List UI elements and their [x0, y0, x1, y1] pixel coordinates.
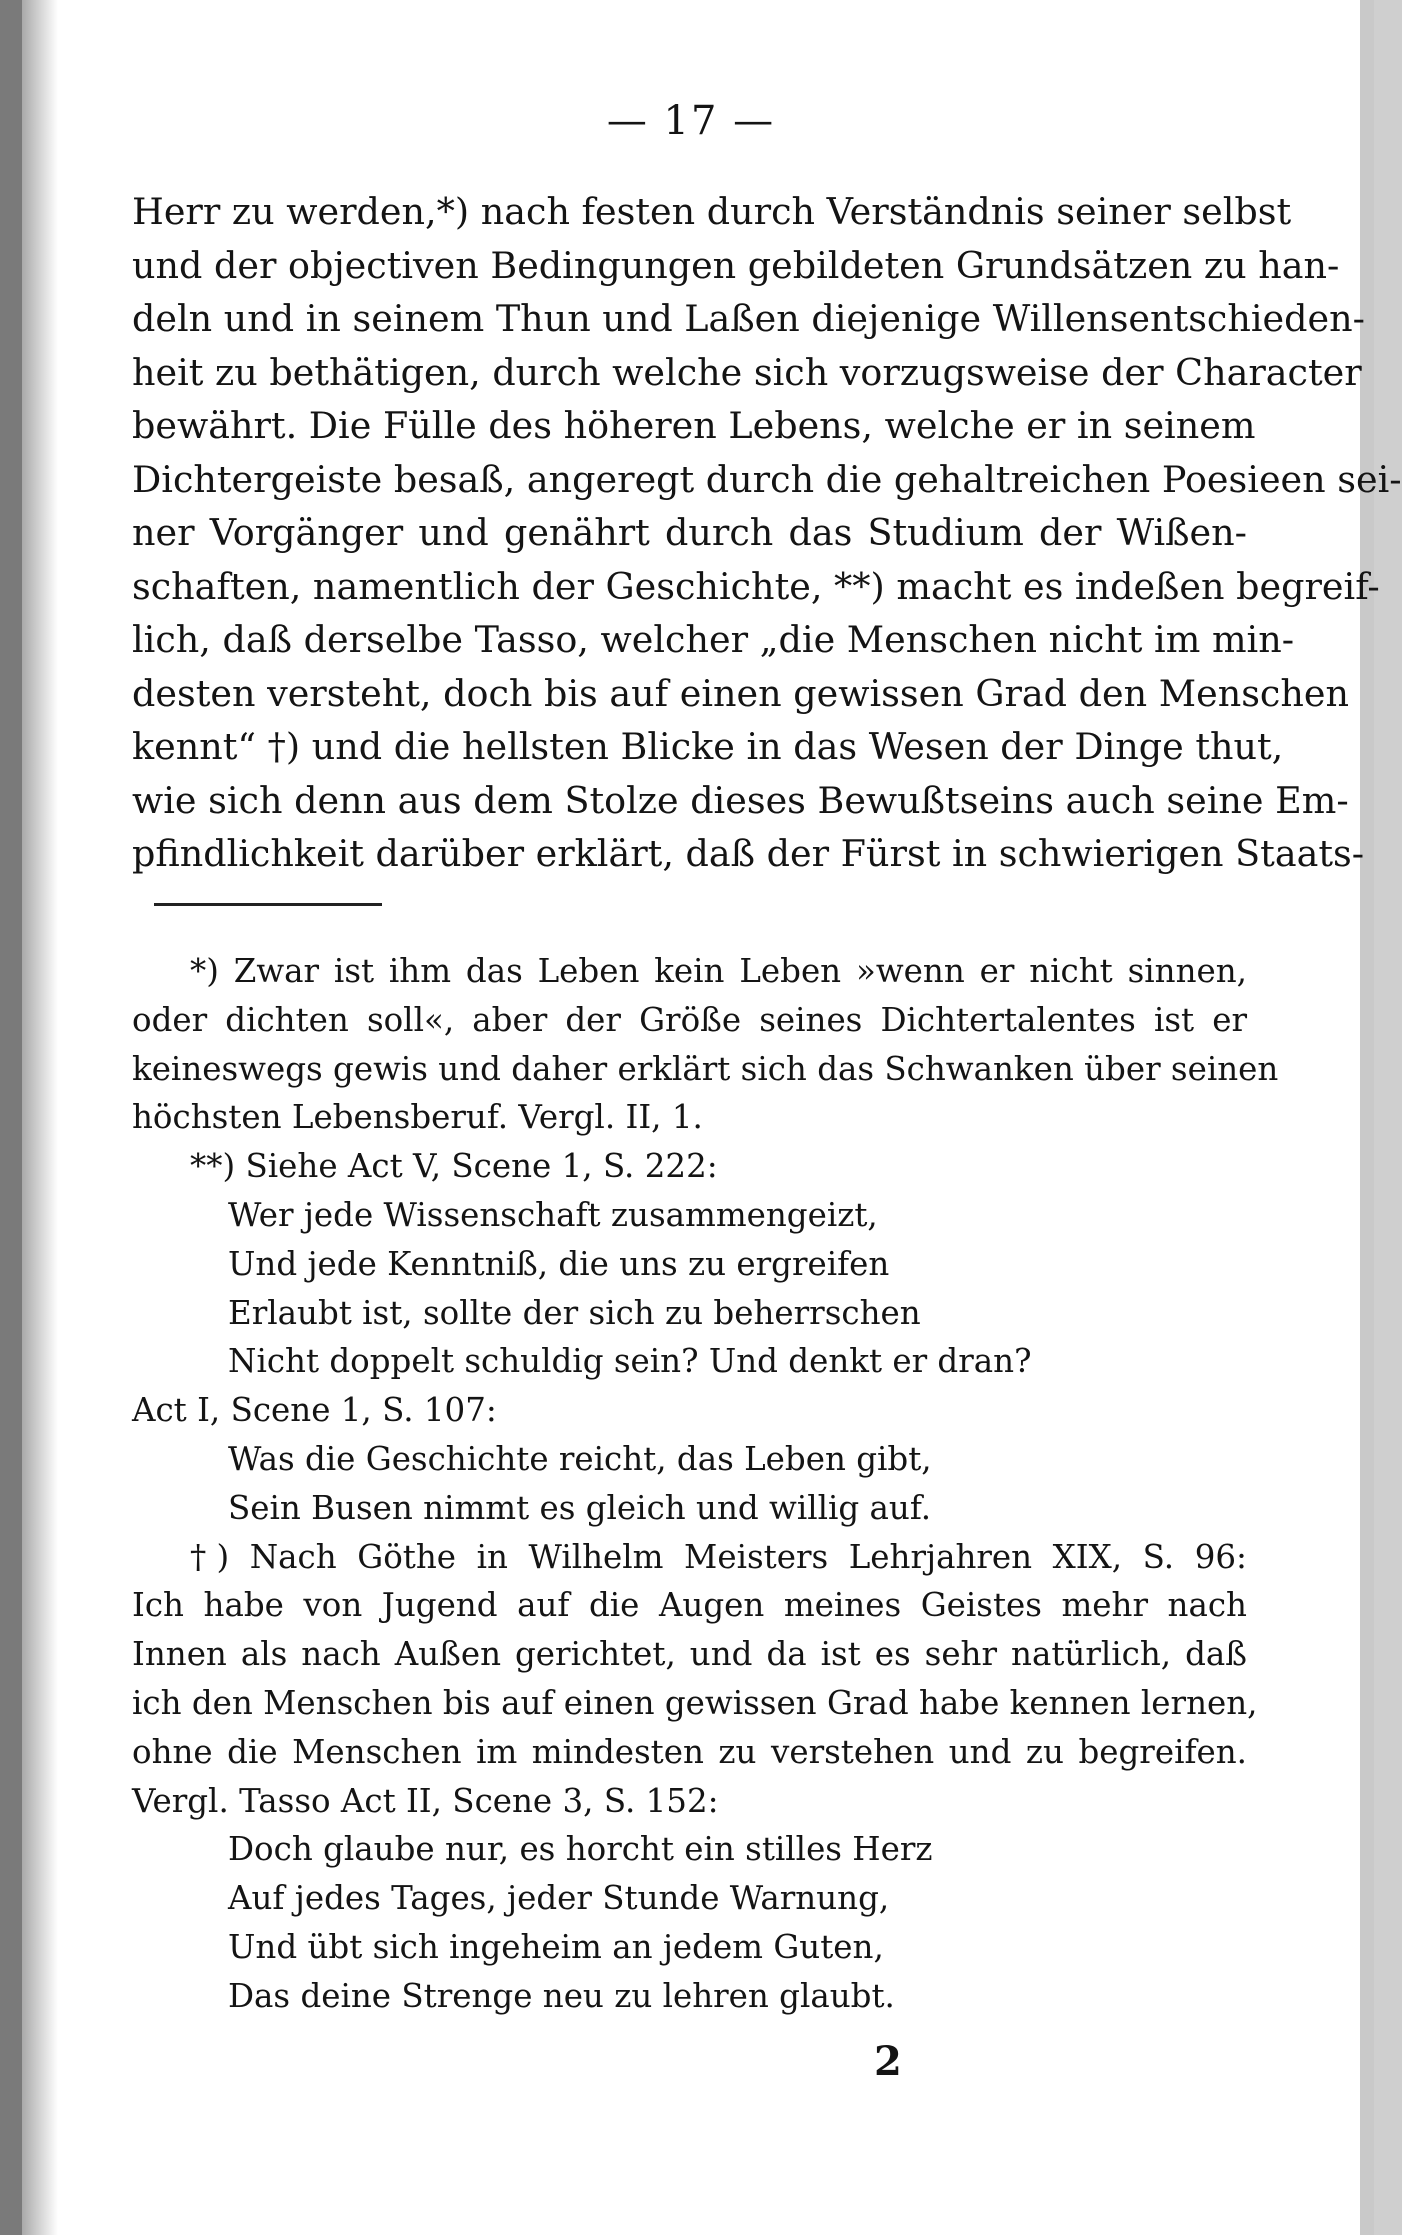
body-line: schaften, namentlich der Geschichte, **) macht es indeßen begreif- [132, 564, 1380, 608]
body-line: ner Vorgänger und genährt durch das Studium der Wißen- [132, 511, 1247, 554]
footnotes [132, 947, 1279, 2021]
footnote-line: Was die Geschichte reicht, das Leben gibt, [228, 1439, 932, 1478]
footnote-line: Doch glaube nur, es horcht ein stilles Herz [228, 1830, 933, 1869]
footnote-line: Nicht doppelt schuldig sein? Und denkt er dran? [228, 1342, 1032, 1381]
footnote-line: *) Zwar ist ihm das Leben kein Leben »wenn er nicht sinnen, [190, 952, 1247, 990]
footnote-line: ohne die Menschen im mindesten zu verstehen und zu begreifen. [132, 1732, 1247, 1771]
footnote-line: Und übt sich ingeheim an jedem Guten, [228, 1927, 884, 1966]
footnote-line: keineswegs gewis und daher erklärt sich das Schwanken über seinen [132, 1049, 1279, 1088]
body-line: bewährt. Die Fülle des höheren Lebens, welche er in seinem [132, 404, 1256, 447]
footnote-line: **) Siehe Act V, Scene 1, S. 222: [190, 1147, 718, 1186]
footnote-line: Und jede Kenntniß, die uns zu ergreifen [228, 1244, 890, 1283]
body-line: und der objectiven Bedingungen gebildeten Grundsätzen zu han- [132, 243, 1340, 287]
body-line: Dichtergeiste besaß, angeregt durch die gehaltreichen Poesieen sei- [132, 457, 1402, 501]
body-line: lich, daß derselbe Tasso, welcher „die Menschen nicht im min- [132, 618, 1295, 661]
body-line: desten versteht, doch bis auf einen gewissen Grad den Menschen [132, 671, 1349, 715]
footnote-line: ich den Menschen bis auf einen gewissen Grad habe kennen lernen, [132, 1683, 1258, 1722]
footnote-line: Vergl. Tasso Act II, Scene 3, S. 152: [132, 1781, 719, 1820]
footnote-line: Innen als nach Außen gerichtet, und da ist es sehr natürlich, daß [132, 1635, 1247, 1674]
signature-mark: 2 [874, 2038, 902, 2085]
body-line: heit zu bethätigen, durch welche sich vorzugsweise der Character [132, 350, 1362, 394]
body-line: deln und in seinem Thun und Laßen diejenige Willensentschieden- [132, 297, 1365, 340]
body-line: Herr zu werden,*) nach festen durch Verständnis seiner selbst [132, 190, 1292, 233]
footnote-line: oder dichten soll«, aber der Größe seines Dichtertalentes ist er [132, 1000, 1247, 1039]
footnote-line: Das deine Strenge neu zu lehren glaubt. [228, 1976, 895, 2015]
body-line: pfindlichkeit darüber erklärt, daß der Fürst in schwierigen Staats- [132, 832, 1365, 875]
footnote-line: Sein Busen nimmt es gleich und willig auf. [228, 1488, 932, 1527]
footnote-line: Auf jedes Tages, jeder Stunde Warnung, [228, 1879, 890, 1918]
footnote-line: Ich habe von Jugend auf die Augen meines Geistes mehr nach [132, 1586, 1247, 1625]
footnote-line: †) Nach Göthe in Wilhelm Meisters Lehrjahren XIX, S. 96: [190, 1537, 1247, 1576]
footnote-line: höchsten Lebensberuf. Vergl. II, 1. [132, 1098, 703, 1137]
footnote-line: Wer jede Wissenschaft zusammengeizt, [228, 1195, 878, 1234]
footnote-line: Act I, Scene 1, S. 107: [132, 1391, 497, 1430]
body-line: wie sich denn aus dem Stolze dieses Bewußtseins auch seine Em- [132, 778, 1349, 822]
footnote-divider [154, 903, 382, 906]
page-header: — 17 — [606, 98, 776, 144]
footnote-line: Erlaubt ist, sollte der sich zu beherrschen [228, 1293, 921, 1332]
main-text [132, 185, 1402, 881]
body-line: kennt“ †) und die hellsten Blicke in das Wesen der Dinge thut, [132, 725, 1284, 768]
